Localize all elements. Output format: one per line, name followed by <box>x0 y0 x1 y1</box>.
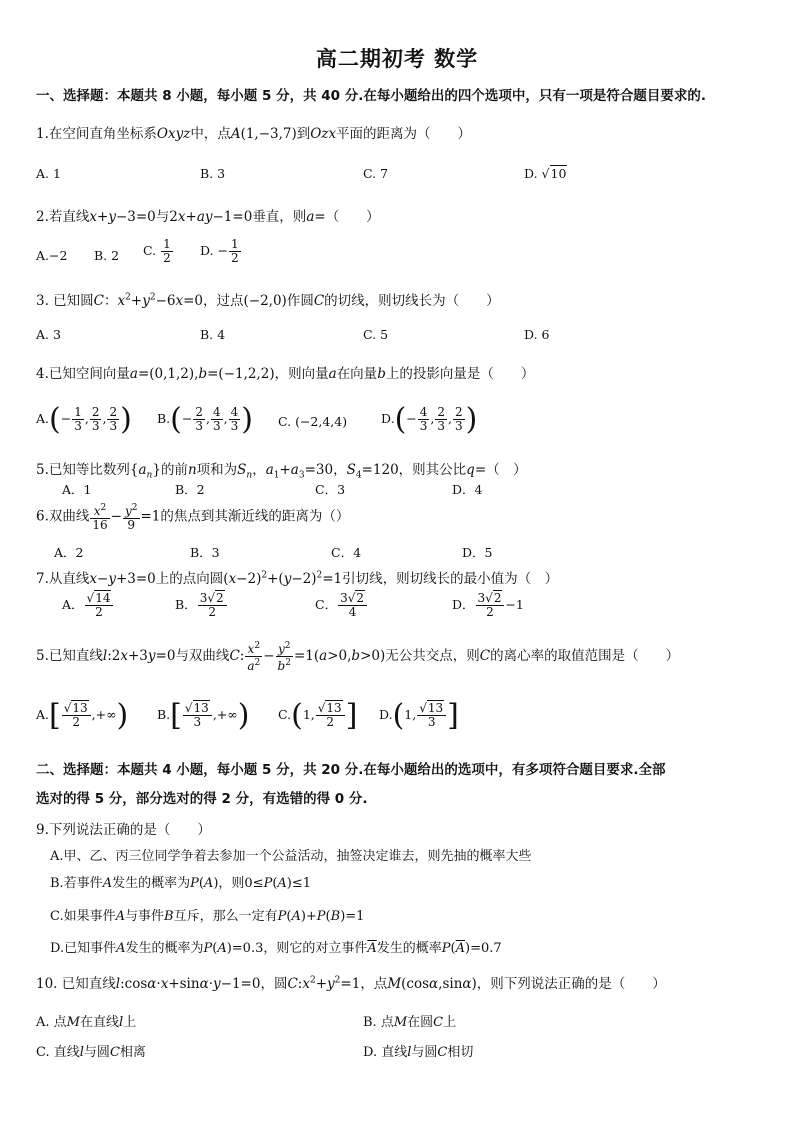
q6-option-c: C．4 <box>331 545 362 560</box>
q2-option-b: B. 2 <box>94 248 120 263</box>
q8-option-a: A.[ $\frac{√13}{2}$ ,+∞) <box>36 698 129 733</box>
q1-option-b: B. 3 <box>200 166 226 181</box>
q10-option-d: D. 直线l与圆C相切 <box>363 1045 474 1060</box>
question-4: 4.已知空间向量a=(0,1,2),b=(−1,2,2)，则向量a在向量b上的投影向量是（ ） <box>36 366 535 382</box>
q3-option-d: D. 6 <box>524 327 550 342</box>
q9-option-a: A.甲、乙、丙三位同学争着去参加一个公益活动，抽签决定谁去，则先抽的概率大些 <box>50 849 532 864</box>
q3-option-a: A. 3 <box>36 327 61 342</box>
question-8: 5.已知直线l:2x+3y=0与双曲线C: $\frac{x^2}{a^2}$ − $\frac{y^2}{b^2}$ =1(a>0,b>0)无公共交点，则C的离心率的取值范围是（ ） <box>36 641 680 673</box>
q5-option-c: C．3 <box>315 482 346 497</box>
section-1-heading: 一、选择题：本题共 8 小题，每小题 5 分，共 40 分.在每小题给出的四个选项中，只有一项是符合题目要求的. <box>36 88 707 104</box>
question-3: 3. 已知圆C：$x^2+y^2-6x=0$，过点(−2,0)作圆C的切线，则切线长为（ ） <box>36 292 500 309</box>
page-title: 高二期初考 数学 <box>315 47 479 71</box>
q8-option-d: D.(1, $\frac{√13}{3}$ ] <box>379 698 459 733</box>
q10-option-c: C. 直线l与圆C相离 <box>36 1045 146 1060</box>
q9-option-d: D.已知事件A发生的概率为P(A)=0.3，则它的对立事件$\overline{A}$发生的概率$P(\overline{A})=0.7$ <box>50 941 502 956</box>
q10-option-b: B. 点M在圆C上 <box>363 1015 457 1030</box>
q7-option-c: C． $\frac{3√2}{4}$ <box>315 592 368 619</box>
question-2: 2.若直线x+y−3=0与2x+ay−1=0垂直，则a=（ ） <box>36 209 380 225</box>
q4-option-a: A.(− $\frac{1}{3}$ , $\frac{2}{3}$ , $\frac{2}{3}$ ) <box>36 402 132 437</box>
q4-option-c: C. (−2,4,4) <box>278 414 348 429</box>
q6-option-b: B．3 <box>190 545 220 560</box>
q2-option-a: A.−2 <box>36 248 68 263</box>
q1-option-c: C. 7 <box>363 166 389 181</box>
q1-option-d: D. √10 <box>524 166 567 181</box>
question-10: 10. 已知直线l:cosα·x+sinα·y−1=0，圆$C:x^2+y^2=1$，点M(cosα,sinα)，则下列说法正确的是（ ） <box>36 975 666 992</box>
q2-option-c: C. $\frac{1}{2}$ <box>143 237 171 265</box>
question-5: 5.已知等比数列$\{a_n\}$的前n项和为$S_n$，$a_1+a_3=30$，$S_4=120$，则其公比q=（ ） <box>36 462 527 481</box>
q5-option-a: A．1 <box>62 482 92 497</box>
q7-option-b: B． $\frac{3√2}{2}$ <box>175 592 228 619</box>
q7-option-d: D． $\frac{3√2}{2}$ −1 <box>452 591 524 619</box>
question-7: 7.从直线x−y+3=0上的点向圆$(x-2)^2+(y-2)^2=1$引切线，则切线长的最小值为（ ） <box>36 570 559 587</box>
q9-option-c: C.如果事件A与事件B互斥，那么一定有P(A)+P(B)=1 <box>50 909 365 924</box>
q6-option-d: D．5 <box>462 545 493 560</box>
q10-option-a: A. 点M在直线l上 <box>36 1015 137 1030</box>
q9-option-b: B.若事件A发生的概率为P(A)，则0≤P(A)≤1 <box>50 876 312 891</box>
q5-option-d: D．4 <box>452 482 483 497</box>
section-2-heading-line1: 二、选择题：本题共 4 小题，每小题 5 分，共 20 分.在每小题给出的选项中，有多项符合题目要求.全部 <box>36 762 666 778</box>
question-1: 1.在空间直角坐标系Oxyz中，点A(1,−3,7)到Ozx平面的距离为（ ） <box>36 126 472 142</box>
q1-option-a: A. 1 <box>36 166 61 181</box>
q8-option-b: B.[ $\frac{√13}{3}$ ,+∞) <box>157 698 250 733</box>
section-2-heading-line2: 选对的得 5 分，部分选对的得 2 分，有选错的得 0 分. <box>36 791 368 807</box>
q8-option-c: C.(1, $\frac{√13}{2}$ ] <box>278 698 358 733</box>
q7-option-a: A． $\frac{√14}{2}$ <box>62 592 114 619</box>
q2-option-d: D. − $\frac{1}{2}$ <box>200 237 239 265</box>
q3-option-c: C. 5 <box>363 327 389 342</box>
question-6: 6.双曲线 $\frac{x^2}{16}$ − $\frac{y^2}{9}$ =1的焦点到其渐近线的距离为（） <box>36 503 350 532</box>
question-9: 9.下列说法正确的是（ ） <box>36 822 211 838</box>
q5-option-b: B．2 <box>175 482 205 497</box>
q3-option-b: B. 4 <box>200 327 226 342</box>
q4-option-b: B.(− $\frac{2}{3}$ , $\frac{4}{3}$ , $\frac{4}{3}$ ) <box>157 402 253 437</box>
q6-option-a: A．2 <box>54 545 84 560</box>
q4-option-d: D.(− $\frac{4}{3}$ , $\frac{2}{3}$ , $\frac{2}{3}$ ) <box>381 402 478 437</box>
